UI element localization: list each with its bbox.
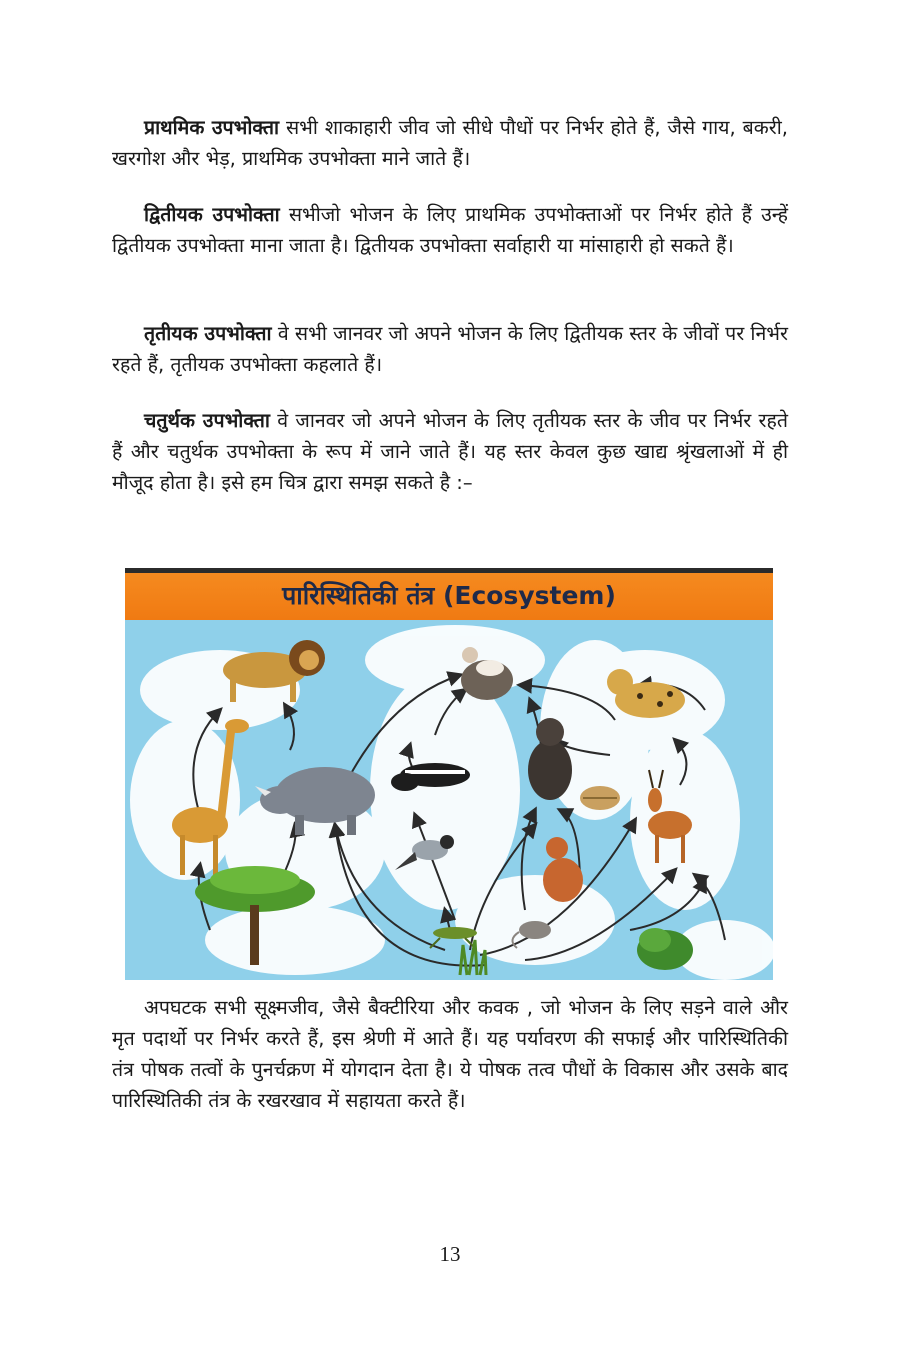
- term-secondary-consumer: द्वितीयक उपभोक्ता: [144, 203, 280, 226]
- ecosystem-figure: [125, 568, 773, 980]
- seed-icon: [580, 786, 620, 810]
- paragraph-secondary-consumer: [112, 199, 788, 261]
- paragraph-primary-consumer: [112, 112, 788, 174]
- term-tertiary-consumer: तृतीयक उपभोक्ता: [144, 322, 272, 345]
- paragraph-quaternary-consumer: [112, 405, 788, 498]
- paragraph-decomposer: अपघटक सभी सूक्ष्मजीव, जैसे बैक्टीरिया और कवक , जो भोजन के लिए सड़ने वाले और मृत पदार्थो पर निर्भर करते हैं, इस श्रेणी में आते हैं। यह पर्यावरण की सफाई और पारिस्थितिकी तंत्र पोषक तत्वों के पुनर्चक्रण में योगदान देता है। ये पोषक तत्व पौधों के विकास और उसके बाद पारिस्थितिकी तंत्र के रखरखाव में सहायता करते हैं।: [112, 996, 788, 1112]
- food-web-diagram: [125, 620, 773, 980]
- figure-title: पारिस्थितिकी तंत्र (Ecosystem): [125, 568, 773, 620]
- term-primary-consumer: प्राथमिक उपभोक्ता: [144, 116, 280, 139]
- paragraph-text: वे सभी जानवर जो अपने भोजन के लिए द्वितीयक स्तर के जीवों पर निर्भर रहते हैं, तृतीयक उपभोक्ता कहलाते हैं।: [112, 322, 788, 376]
- paragraph-text: सभीजो भोजन के लिए प्राथमिक उपभोक्ताओं पर निर्भर होते हैं उन्हें द्वितीयक उपभोक्ता माना जाता है। द्वितीयक उपभोक्ता सर्वाहारी या मांसाहारी हो सकते हैं।: [112, 203, 788, 257]
- paragraph-text: सभी शाकाहारी जीव जो सीधे पौधों पर निर्भर होते हैं, जैसे गाय, बकरी, खरगोश और भेड़, प्राथमिक उपभोक्ता माने जाते हैं।: [112, 116, 788, 170]
- paragraph-tertiary-consumer: [112, 318, 788, 380]
- paragraph-text: वे जानवर जो अपने भोजन के लिए तृतीयक स्तर के जीव पर निर्भर रहते हैं और चतुर्थक उपभोक्ता के रूप में जाने जाते हैं। यह स्तर केवल कुछ खाद्य श्रृंखलाओं में ही मौजूद होता है। इसे हम चित्र द्वारा समझ सकते है :–: [112, 409, 788, 494]
- page-number: 13: [439, 1242, 461, 1266]
- term-quaternary-consumer: चतुर्थक उपभोक्ता: [144, 409, 270, 432]
